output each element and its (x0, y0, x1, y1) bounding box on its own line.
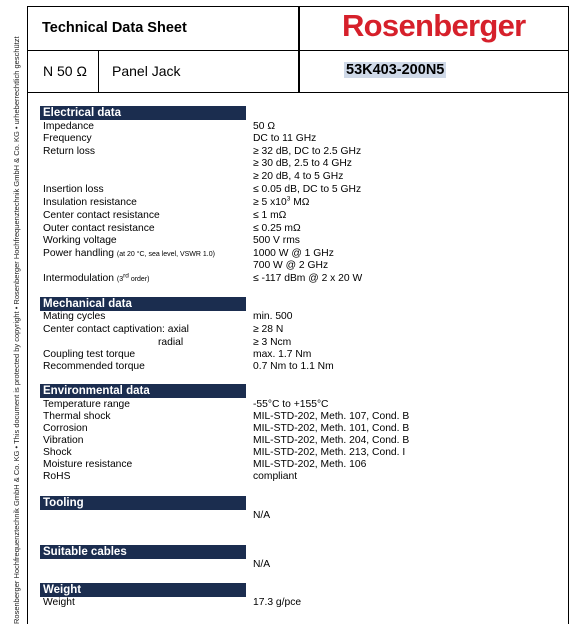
spec-value: ≥ 28 N (253, 324, 284, 335)
spec-label: Weight (43, 597, 75, 608)
spec-label: Return loss (43, 146, 96, 157)
copyright-text: Rosenberger Hochfrequenztechnik GmbH & Co. KG • This document is protected by copyright • Rosenberger Hochfrequenztechnik GmbH & Co. KG • urheberrechtlich geschützt (12, 36, 21, 624)
spec-value: max. 1.7 Nm (253, 349, 312, 360)
part-number[interactable]: 53K403-200N5 (346, 62, 445, 78)
label-text: Power handling (43, 248, 114, 259)
datasheet-page (27, 6, 569, 624)
label-text: Intermodulation (43, 273, 114, 284)
spec-value: MIL-STD-202, Meth. 106 (253, 459, 367, 470)
spec-value: ≥ 20 dB, 4 to 5 GHz (253, 171, 344, 182)
document-title: Technical Data Sheet (42, 20, 187, 36)
spec-label: Insertion loss (43, 184, 104, 195)
spec-value: ≤ -117 dBm @ 2 x 20 W (253, 273, 363, 284)
spec-label: Coupling test torque (43, 349, 136, 360)
section-header-environmental: Environmental data (40, 384, 246, 398)
spec-value: MIL-STD-202, Meth. 101, Cond. B (253, 423, 410, 434)
section-header-weight: Weight (40, 583, 246, 597)
spec-value: -55°C to +155°C (253, 399, 329, 410)
header-divider (298, 50, 300, 92)
spec-label: Vibration (43, 435, 84, 446)
label-note: (at 20 °C, sea level, VSWR 1.0) (116, 251, 215, 258)
value-text: ≥ 5 x10 (253, 197, 287, 208)
spec-label: Insulation resistance (43, 197, 137, 208)
spec-value: ≤ 1 mΩ (253, 210, 287, 221)
note-text: (3 (116, 276, 124, 283)
note-text: order) (128, 276, 150, 283)
spec-value: 700 W @ 2 GHz (253, 260, 329, 271)
copyright-side-note (0, 0, 20, 624)
spec-value: DC to 11 GHz (253, 133, 317, 144)
spec-value: ≤ 0.25 mΩ (253, 223, 301, 234)
note-exponent: rd (123, 272, 129, 280)
spec-value: ≥ 30 dB, 2.5 to 4 GHz (253, 158, 352, 169)
spec-value: compliant (253, 471, 298, 482)
brand-logo: Rosenberger (342, 8, 526, 43)
spec-label: Mating cycles (43, 311, 106, 322)
impedance-type: N 50 Ω (43, 63, 87, 79)
exponent: 3 (286, 195, 291, 203)
header-divider (98, 50, 99, 92)
spec-label: Center contact resistance (43, 210, 160, 221)
spec-value: ≥ 3 Ncm (253, 337, 292, 348)
spec-value (253, 197, 309, 209)
section-header-tooling: Tooling (40, 496, 246, 510)
spec-label: Shock (43, 447, 72, 458)
spec-label: Center contact captivation: axial (43, 324, 189, 335)
spec-label: Working voltage (43, 235, 117, 246)
spec-value: N/A (253, 510, 271, 521)
spec-label: Outer contact resistance (43, 223, 155, 234)
value-text: MΩ (290, 197, 310, 208)
spec-value: 1000 W @ 1 GHz (253, 248, 334, 259)
spec-label: RoHS (43, 471, 71, 482)
header-bottom-row (28, 50, 568, 93)
spec-value: N/A (253, 559, 271, 570)
spec-value: 50 Ω (253, 121, 276, 132)
spec-label (43, 248, 215, 261)
spec-label: Impedance (43, 121, 94, 132)
spec-value: MIL-STD-202, Meth. 204, Cond. B (253, 435, 410, 446)
label-note (116, 272, 150, 283)
spec-value: MIL-STD-202, Meth. 107, Cond. B (253, 411, 410, 422)
spec-value: 500 V rms (253, 235, 300, 246)
header-top-row (28, 6, 568, 51)
spec-label: radial (158, 337, 184, 348)
spec-value: 17.3 g/pce (253, 597, 302, 608)
spec-label: Temperature range (43, 399, 131, 410)
spec-value: ≥ 32 dB, DC to 2.5 GHz (253, 146, 362, 157)
spec-value: MIL-STD-202, Meth. 213, Cond. I (253, 447, 406, 458)
section-header-electrical: Electrical data (40, 106, 246, 120)
spec-label: Frequency (43, 133, 92, 144)
spec-value: ≤ 0.05 dB, DC to 5 GHz (253, 184, 362, 195)
spec-label: Thermal shock (43, 411, 111, 422)
spec-label: Recommended torque (43, 361, 145, 372)
spec-value: 0.7 Nm to 1.1 Nm (253, 361, 334, 372)
spec-label (43, 273, 150, 286)
spec-label: Corrosion (43, 423, 88, 434)
section-header-mechanical: Mechanical data (40, 297, 246, 311)
header-divider (298, 7, 300, 50)
spec-value: min. 500 (253, 311, 293, 322)
product-name: Panel Jack (112, 63, 181, 79)
spec-label: Moisture resistance (43, 459, 133, 470)
section-header-cables: Suitable cables (40, 545, 246, 559)
